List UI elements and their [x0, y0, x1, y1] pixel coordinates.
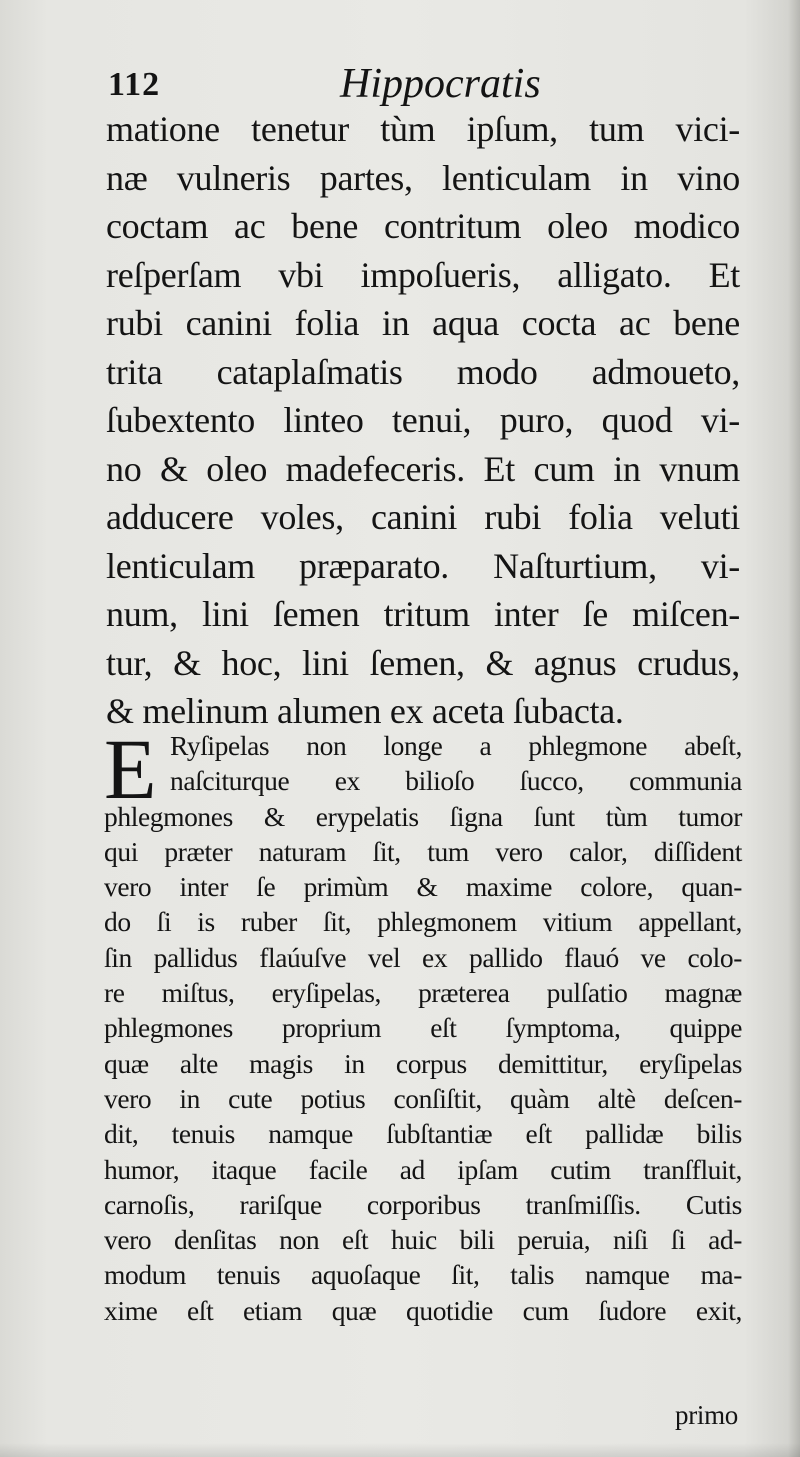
text-line: ſubextento linteo tenui, puro, quod vi-: [106, 400, 740, 440]
text-line: carnoſis, rariſque corporibus tranſmiſſis. Cutis: [104, 1188, 742, 1220]
text-line: næ vulneris partes, lenticulam in vino: [106, 157, 740, 198]
text-line: no & oleo madefeceris. Et cum in vnum: [106, 448, 740, 489]
text-line: modum tenuis aquoſaque ſit, talis namque ma-: [104, 1259, 742, 1291]
text-line: vero in cute potius conſiſtit, quàm altè deſcen-: [104, 1082, 742, 1114]
text-line: phlegmones proprium eſt ſymptoma, quippe: [104, 1012, 742, 1044]
page-header: [108, 60, 738, 110]
text-line: Ryſipelas non longe a phlegmone abeſt,: [170, 730, 742, 761]
text-line: quæ alte magis in corpus demittitur, eryſipelas: [104, 1047, 742, 1079]
running-head: Hippocratis: [340, 61, 541, 107]
text-line: ſin pallidus flaúuſve vel ex pallido flauó ve colo-: [104, 941, 742, 973]
text-line: dit, tenuis namque ſubſtantiæ eſt pallidæ bilis: [104, 1118, 742, 1150]
page-edge-shadow: [788, 0, 800, 1457]
page-number: 112: [108, 66, 161, 103]
text-line: reſperſam vbi impoſueris, alligato. Et: [106, 254, 740, 295]
page-bottom-shadow: [0, 1443, 800, 1457]
text-line: adducere voles, canini rubi folia veluti: [106, 497, 740, 537]
text-line: do ſi is ruber ſit, phlegmonem vitium appellant,: [104, 906, 742, 938]
text-line: humor, itaque facile ad ipſam cutim tranſfluit,: [104, 1153, 742, 1185]
catchword: primo: [675, 1400, 738, 1430]
text-line: vero inter ſe primùm & maxime colore, quan-: [104, 871, 742, 903]
text-line: vero denſitas non eſt huic bili peruia, niſi ſi ad-: [104, 1224, 742, 1256]
paragraph-erysipelas: [104, 721, 742, 1328]
text-line: phlegmones & erypelatis ſigna ſunt tùm tumor: [104, 800, 742, 832]
text-line: lenticulam præparato. Naſturtium, vi-: [106, 545, 740, 586]
text-line: rubi canini folia in aqua cocta ac bene: [106, 303, 740, 343]
paragraph-continuation: [106, 105, 740, 736]
text-line: tur, & hoc, lini ſemen, & agnus crudus,: [106, 642, 740, 683]
text-line: xime eſt etiam quæ quotidie cum ſudore exit,: [104, 1294, 742, 1326]
text-line: re miſtus, eryſipelas, præterea pulſatio magnæ: [104, 977, 742, 1009]
drop-cap: E: [104, 721, 157, 817]
text-line: num, lini ſemen tritum inter ſe miſcen-: [106, 594, 740, 634]
text-line: coctam ac bene contritum oleo modico: [106, 206, 740, 246]
text-line: trita cataplaſmatis modo admoueto,: [106, 351, 740, 392]
text-line: naſciturque ex bilioſo ſucco, communia: [170, 765, 742, 797]
text-line: & melinum alumen ex aceta ſubacta.: [106, 691, 624, 731]
text-line: qui præter naturam ſit, tum vero calor, diſſident: [104, 835, 742, 867]
text-line: matione tenetur tùm ipſum, tum vici-: [106, 109, 740, 149]
